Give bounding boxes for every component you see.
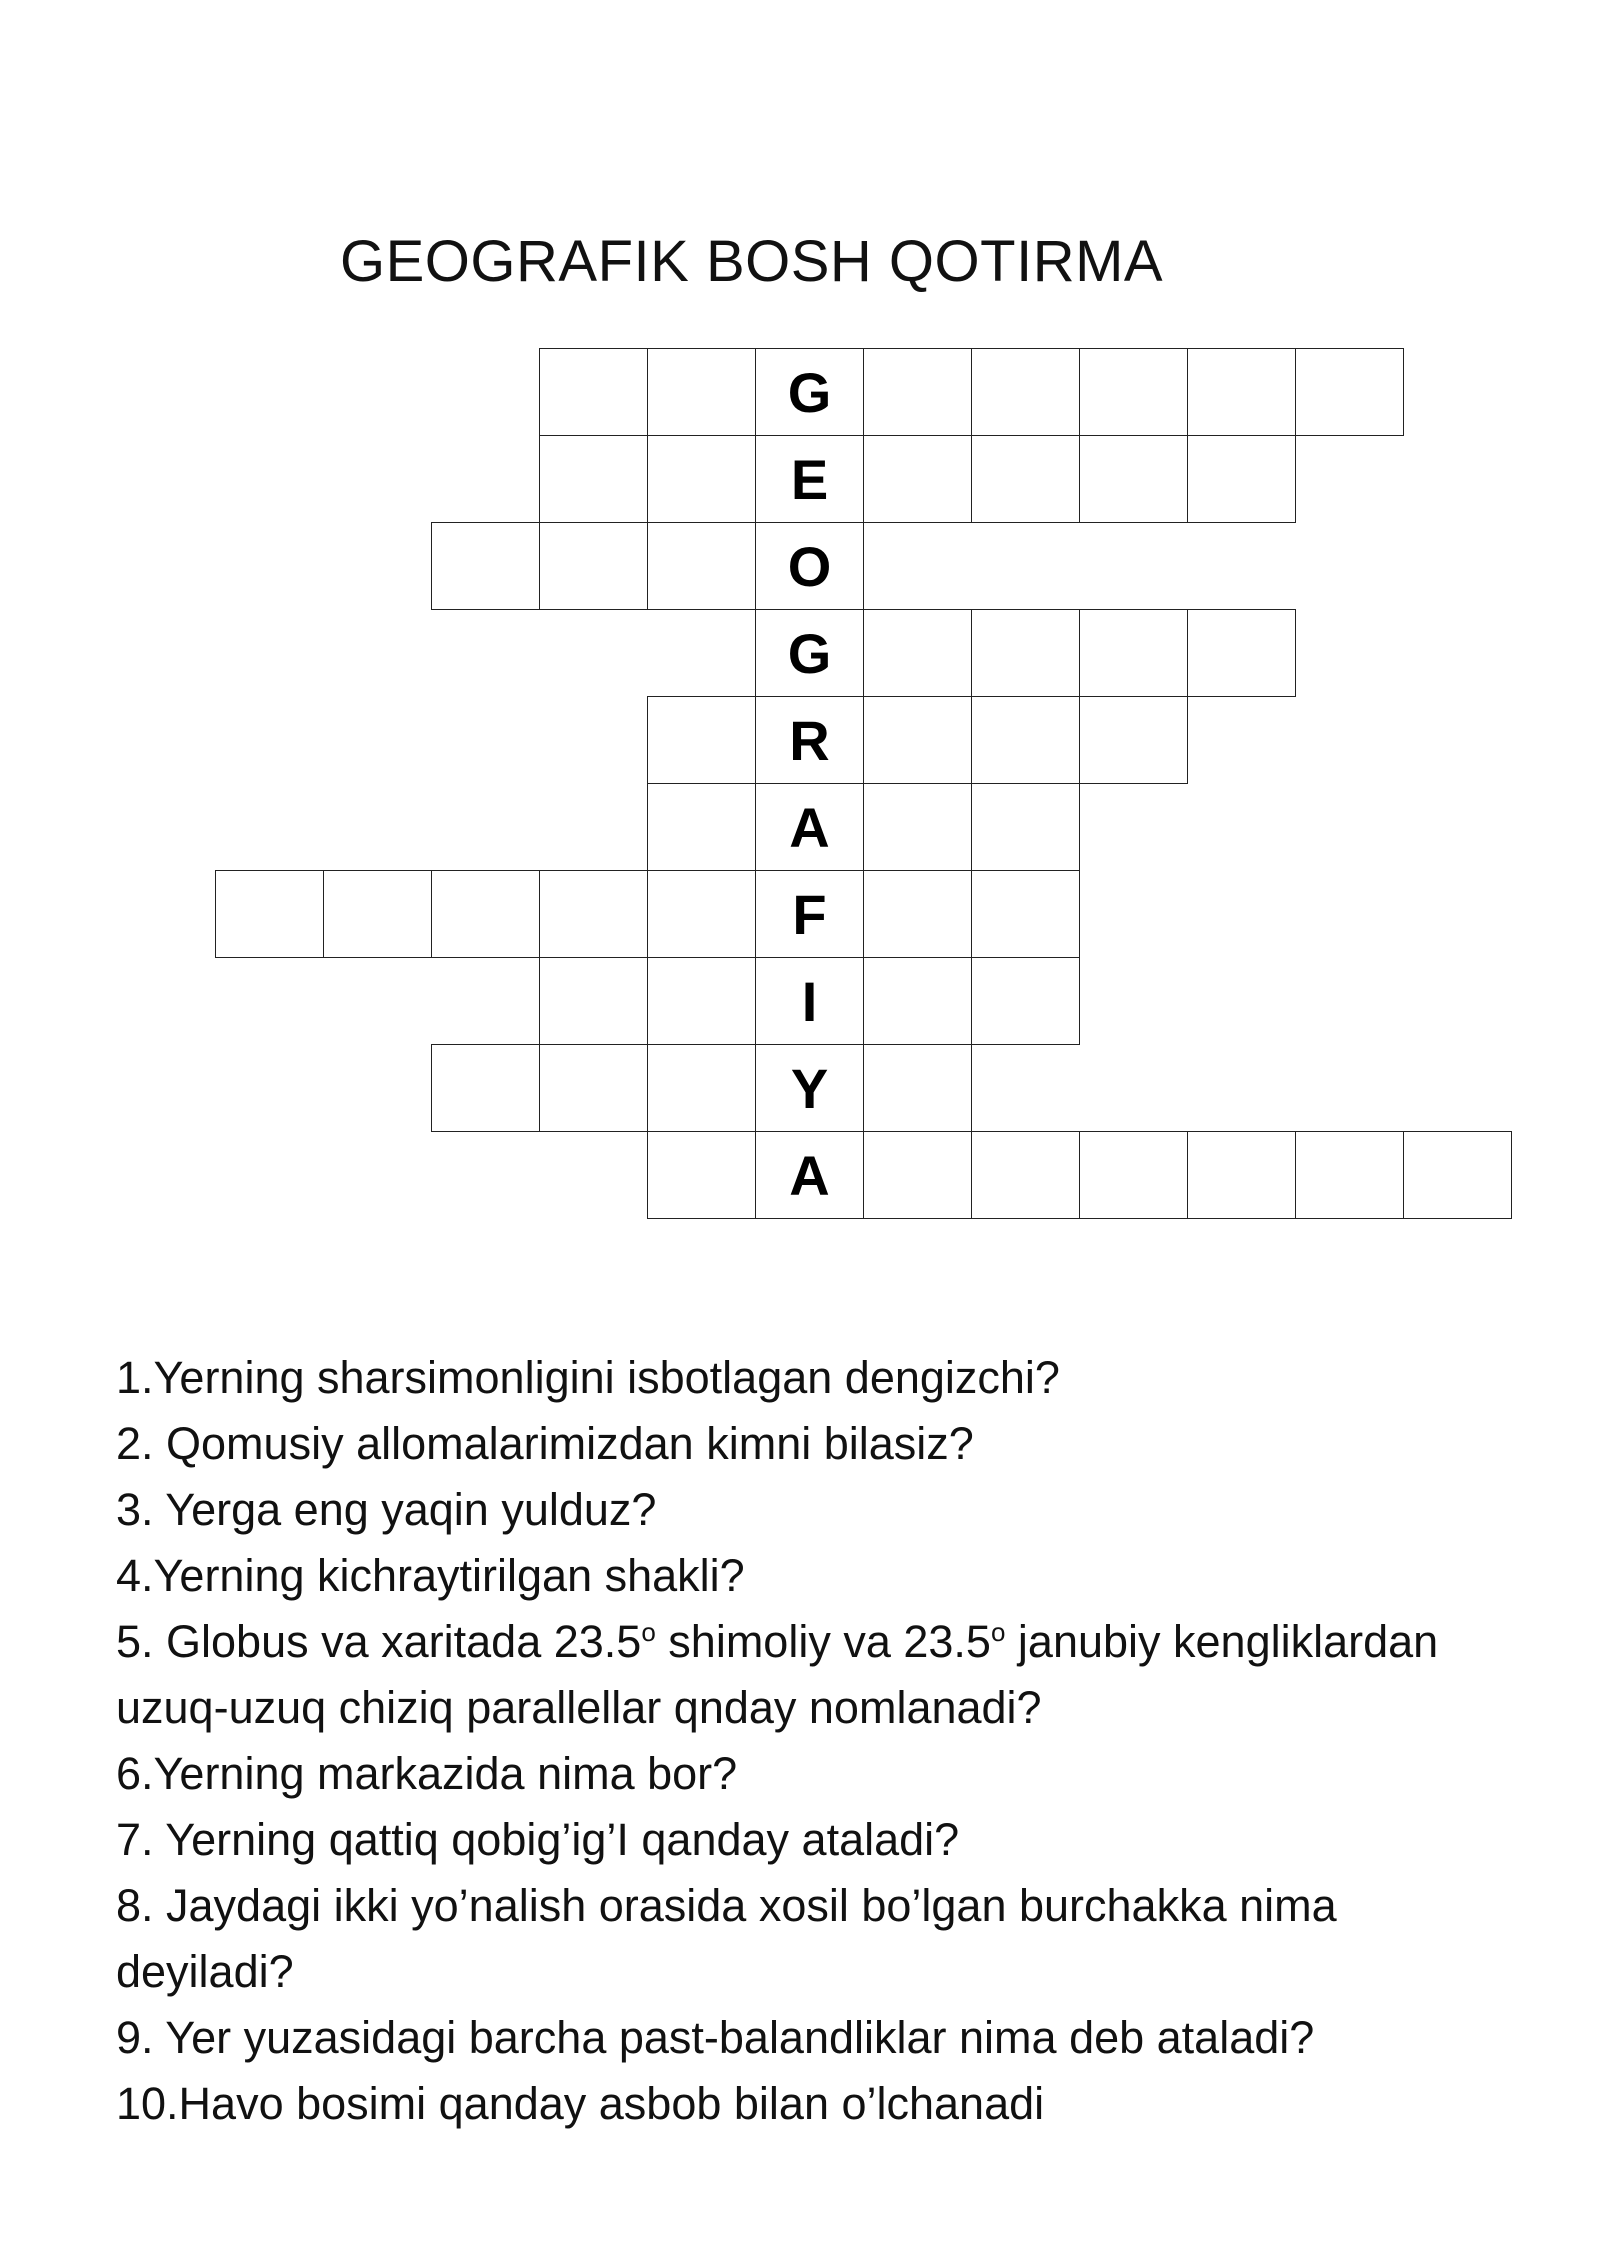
question-6: 6.Yerning markazida nima bor?: [116, 1748, 738, 1799]
degree-sign: o: [641, 1617, 656, 1647]
crossword-cell: [971, 957, 1080, 1045]
crossword-cell: [863, 609, 972, 697]
crossword-cell: [1079, 696, 1188, 784]
question-3: 3. Yerga eng yaqin yulduz?: [116, 1484, 657, 1535]
crossword-cell: [1079, 348, 1188, 436]
key-letter-cell: A: [755, 783, 864, 871]
crossword-cell: [971, 696, 1080, 784]
degree-sign: o: [990, 1617, 1006, 1647]
key-letter-cell: A: [755, 1131, 864, 1219]
key-letter-cell: R: [755, 696, 864, 784]
crossword-cell: [647, 522, 756, 610]
question-7: 7. Yerning qattiq qobig’ig’I qanday ataladi?: [116, 1814, 960, 1865]
crossword-cell: [215, 870, 324, 958]
crossword-cell: [1295, 1131, 1404, 1219]
crossword-cell: [431, 522, 540, 610]
key-letter-cell: I: [755, 957, 864, 1045]
crossword-cell: [971, 1131, 1080, 1219]
crossword-cell: [863, 348, 972, 436]
crossword-cell: [1187, 609, 1296, 697]
crossword-cell: [539, 522, 648, 610]
crossword-cell: [539, 348, 648, 436]
crossword-cell: [1295, 348, 1404, 436]
key-letter-cell: G: [755, 609, 864, 697]
crossword-cell: [647, 696, 756, 784]
crossword-cell: [1079, 1131, 1188, 1219]
question-5-part-3: janubiy kengliklardan uzuq-uzuq chiziq parallellar qnday nomlanadi?: [116, 1616, 1439, 1733]
crossword-cell: [863, 696, 972, 784]
crossword-cell: [647, 1044, 756, 1132]
crossword-cell: [1079, 435, 1188, 523]
question-5: [116, 1609, 1516, 1741]
question-5-part-2: shimoliy va 23.5: [655, 1616, 991, 1667]
crossword-cell: [863, 957, 972, 1045]
questions-list: [116, 1345, 1516, 2137]
crossword-cell: [431, 870, 540, 958]
page-title: GEOGRAFIK BOSH QOTIRMA: [340, 229, 1164, 294]
question-4: 4.Yerning kichraytirilgan shakli?: [116, 1550, 745, 1601]
crossword-cell: [1079, 609, 1188, 697]
crossword-cell: [647, 870, 756, 958]
question-9: 9. Yer yuzasidagi barcha past-balandliklar nima deb ataladi?: [116, 2012, 1315, 2063]
crossword-cell: [539, 957, 648, 1045]
question-2: 2. Qomusiy allomalarimizdan kimni bilasiz?: [116, 1418, 974, 1469]
crossword-cell: [971, 348, 1080, 436]
crossword-cell: [539, 1044, 648, 1132]
crossword-cell: [647, 957, 756, 1045]
crossword-cell: [971, 609, 1080, 697]
question-1: 1.Yerning sharsimonligini isbotlagan dengizchi?: [116, 1352, 1060, 1403]
crossword-cell: [1187, 435, 1296, 523]
key-letter-cell: G: [755, 348, 864, 436]
crossword-cell: [647, 1131, 756, 1219]
crossword-cell: [971, 783, 1080, 871]
question-5-part-1: 5. Globus va xaritada 23.5: [116, 1616, 642, 1667]
crossword-cell: [647, 435, 756, 523]
crossword-cell: [539, 435, 648, 523]
crossword-cell: [863, 1131, 972, 1219]
crossword-cell: [863, 870, 972, 958]
key-letter-cell: O: [755, 522, 864, 610]
crossword-cell: [647, 783, 756, 871]
question-8: 8. Jaydagi ikki yo’nalish orasida xosil bo’lgan burchakka nima deyiladi?: [116, 1880, 1337, 1997]
crossword-cell: [647, 348, 756, 436]
key-letter-cell: F: [755, 870, 864, 958]
crossword-cell: [863, 435, 972, 523]
crossword-cell: [971, 435, 1080, 523]
crossword-cell: [323, 870, 432, 958]
crossword-cell: [1187, 348, 1296, 436]
crossword-cell: [863, 1044, 972, 1132]
key-letter-cell: E: [755, 435, 864, 523]
question-10: 10.Havo bosimi qanday asbob bilan o’lchanadi: [116, 2078, 1045, 2129]
crossword-cell: [1403, 1131, 1512, 1219]
crossword-cell: [539, 870, 648, 958]
crossword-cell: [863, 783, 972, 871]
crossword-cell: [971, 870, 1080, 958]
key-letter-cell: Y: [755, 1044, 864, 1132]
crossword-cell: [431, 1044, 540, 1132]
crossword-cell: [1187, 1131, 1296, 1219]
